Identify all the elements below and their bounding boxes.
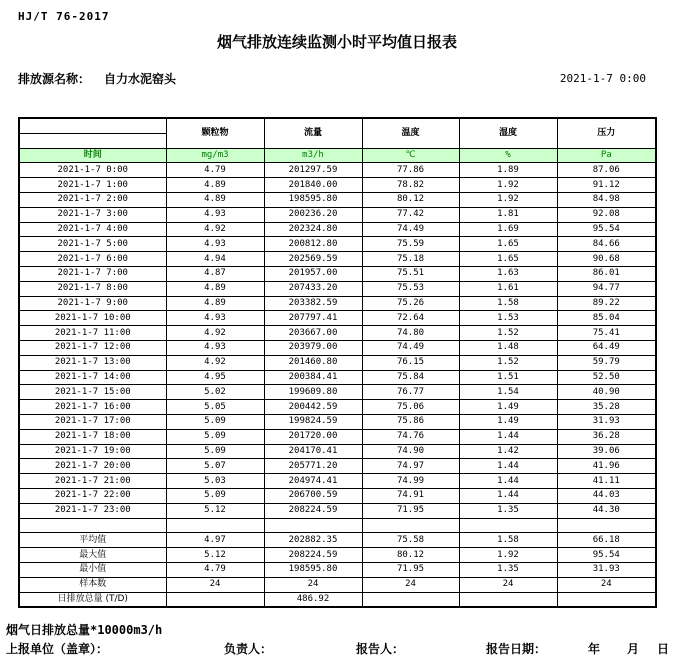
value-cell: 202569.59 [264,252,362,267]
time-cell: 2021-1-7 9:00 [19,296,166,311]
unit-humidity: % [459,148,557,163]
time-cell: 2021-1-7 12:00 [19,340,166,355]
value-cell [459,518,557,533]
emission-source-name: 自力水泥窑头 [104,72,177,86]
total-emission-note: 烟气日排放总量*10000m3/h [6,623,163,637]
value-cell: 1.48 [459,340,557,355]
value-cell: 200384.41 [264,370,362,385]
table-row [19,414,656,429]
value-cell: 1.65 [459,237,557,252]
month-label: 月 [627,642,640,656]
value-cell: 76.15 [362,355,459,370]
value-cell: 200236.20 [264,207,362,222]
value-cell: 85.04 [557,311,656,326]
value-cell: 207797.41 [264,311,362,326]
emission-source-line [18,70,176,87]
value-cell: 74.49 [362,222,459,237]
value-cell: 74.90 [362,444,459,459]
value-cell: 208224.59 [264,503,362,518]
unit-pressure: Pa [557,148,656,163]
value-cell: 200442.59 [264,400,362,415]
value-cell: 204170.41 [264,444,362,459]
time-cell: 2021-1-7 14:00 [19,370,166,385]
value-cell: 198595.80 [264,192,362,207]
report-datetime: 2021-1-7 0:00 [559,72,646,85]
value-cell: 207433.20 [264,281,362,296]
value-cell: 90.68 [557,252,656,267]
value-cell: 71.95 [362,562,459,577]
table-row [19,311,656,326]
value-cell: 92.08 [557,207,656,222]
time-cell: 2021-1-7 20:00 [19,459,166,474]
value-cell: 200812.80 [264,237,362,252]
value-cell [557,518,656,533]
summary-row [19,577,656,592]
column-header-pressure: 压力 [557,118,656,148]
value-cell: 31.93 [557,414,656,429]
unit-temperature: ℃ [362,148,459,163]
page-title: 烟气排放连续监测小时平均值日报表 [216,33,457,51]
column-header-particulate: 颗粒物 [166,118,264,148]
value-cell: 76.77 [362,385,459,400]
value-cell: 201957.00 [264,266,362,281]
value-cell: 75.51 [362,266,459,281]
value-cell: 1.89 [459,163,557,178]
value-cell: 5.12 [166,503,264,518]
table-row [19,355,656,370]
value-cell: 1.61 [459,281,557,296]
value-cell: 31.93 [557,562,656,577]
value-cell: 1.92 [459,548,557,563]
reporter-label: 报告人： [356,642,405,656]
table-row [19,474,656,489]
value-cell: 4.94 [166,252,264,267]
value-cell: 75.58 [362,533,459,548]
value-cell: 74.76 [362,429,459,444]
table-row [19,237,656,252]
value-cell: 75.41 [557,326,656,341]
value-cell: 24 [264,577,362,592]
standard-number: HJ/T 76-2017 [18,10,110,23]
value-cell: 75.06 [362,400,459,415]
value-cell: 4.89 [166,281,264,296]
unit-flow: m3/h [264,148,362,163]
table-row [19,222,656,237]
report-date-label: 报告日期： [486,642,547,656]
time-cell: 2021-1-7 7:00 [19,266,166,281]
value-cell: 59.79 [557,355,656,370]
value-cell: 206700.59 [264,488,362,503]
value-cell: 86.01 [557,266,656,281]
summary-label: 平均值 [19,533,166,548]
value-cell: 75.53 [362,281,459,296]
value-cell: 87.06 [557,163,656,178]
value-cell: 1.49 [459,414,557,429]
value-cell: 1.53 [459,311,557,326]
table-row [19,444,656,459]
value-cell [362,518,459,533]
reporting-unit-label: 上报单位（盖章）： [6,642,109,656]
value-cell: 4.79 [166,562,264,577]
value-cell: 4.92 [166,355,264,370]
value-cell: 4.89 [166,192,264,207]
value-cell: 24 [166,577,264,592]
value-cell: 5.03 [166,474,264,489]
value-cell: 75.26 [362,296,459,311]
value-cell: 84.66 [557,237,656,252]
value-cell: 204974.41 [264,474,362,489]
value-cell: 4.92 [166,222,264,237]
column-header-flow: 流量 [264,118,362,148]
time-cell: 2021-1-7 2:00 [19,192,166,207]
value-cell: 75.59 [362,237,459,252]
value-cell: 91.12 [557,178,656,193]
value-cell: 5.02 [166,385,264,400]
value-cell: 24 [459,577,557,592]
time-cell: 2021-1-7 22:00 [19,488,166,503]
table-row [19,429,656,444]
time-cell: 2021-1-7 21:00 [19,474,166,489]
time-cell: 2021-1-7 1:00 [19,178,166,193]
summary-label: 最大值 [19,548,166,563]
table-row [19,488,656,503]
hourly-average-table [18,117,657,608]
value-cell: 44.30 [557,503,656,518]
value-cell: 5.07 [166,459,264,474]
value-cell: 203979.00 [264,340,362,355]
value-cell: 74.49 [362,340,459,355]
value-cell: 5.09 [166,444,264,459]
value-cell: 35.28 [557,400,656,415]
value-cell: 72.64 [362,311,459,326]
value-cell: 84.98 [557,192,656,207]
value-cell: 77.86 [362,163,459,178]
value-cell: 201297.59 [264,163,362,178]
value-cell: 201720.00 [264,429,362,444]
responsible-person-label: 负责人： [224,642,273,656]
value-cell: 40.90 [557,385,656,400]
value-cell: 1.49 [459,400,557,415]
value-cell: 1.58 [459,296,557,311]
empty-cell [19,133,166,148]
value-cell: 4.92 [166,326,264,341]
value-cell: 199824.59 [264,414,362,429]
value-cell: 1.65 [459,252,557,267]
time-cell: 2021-1-7 6:00 [19,252,166,267]
time-cell: 2021-1-7 13:00 [19,355,166,370]
value-cell: 202882.35 [264,533,362,548]
value-cell: 52.50 [557,370,656,385]
value-cell: 1.42 [459,444,557,459]
value-cell: 203382.59 [264,296,362,311]
table-body [19,118,656,607]
column-header-temperature: 温度 [362,118,459,148]
value-cell: 5.09 [166,414,264,429]
summary-label: 日排放总量 (T/D) [19,592,166,607]
value-cell: 71.95 [362,503,459,518]
value-cell: 1.58 [459,533,557,548]
value-cell: 1.35 [459,562,557,577]
value-cell [557,592,656,607]
summary-label: 样本数 [19,577,166,592]
value-cell: 1.44 [459,474,557,489]
value-cell: 199609.80 [264,385,362,400]
time-cell: 2021-1-7 23:00 [19,503,166,518]
value-cell: 198595.80 [264,562,362,577]
value-cell: 44.03 [557,488,656,503]
value-cell [166,592,264,607]
table-row [19,340,656,355]
value-cell: 1.35 [459,503,557,518]
value-cell: 5.09 [166,488,264,503]
value-cell: 202324.80 [264,222,362,237]
table-row [19,266,656,281]
time-cell: 2021-1-7 10:00 [19,311,166,326]
value-cell: 89.22 [557,296,656,311]
summary-row [19,533,656,548]
value-cell: 1.69 [459,222,557,237]
value-cell: 24 [362,577,459,592]
value-cell: 205771.20 [264,459,362,474]
value-cell: 5.05 [166,400,264,415]
value-cell: 41.96 [557,459,656,474]
value-cell [362,592,459,607]
value-cell: 1.44 [459,459,557,474]
table-row [19,178,656,193]
table-row [19,163,656,178]
value-cell: 4.93 [166,340,264,355]
value-cell: 201460.80 [264,355,362,370]
value-cell: 4.93 [166,237,264,252]
emission-source-label: 排放源名称： [18,72,91,86]
time-column-header: 时间 [19,148,166,163]
value-cell: 4.79 [166,163,264,178]
time-cell: 2021-1-7 8:00 [19,281,166,296]
summary-row [19,592,656,607]
value-cell: 4.87 [166,266,264,281]
value-cell: 64.49 [557,340,656,355]
table-row [19,459,656,474]
value-cell: 1.92 [459,192,557,207]
table-row [19,400,656,415]
value-cell: 1.92 [459,178,557,193]
time-cell: 2021-1-7 11:00 [19,326,166,341]
value-cell: 74.80 [362,326,459,341]
time-cell: 2021-1-7 0:00 [19,163,166,178]
value-cell: 75.84 [362,370,459,385]
units-row [19,148,656,163]
value-cell: 95.54 [557,222,656,237]
value-cell: 1.81 [459,207,557,222]
table-row [19,281,656,296]
time-cell: 2021-1-7 18:00 [19,429,166,444]
time-cell: 2021-1-7 3:00 [19,207,166,222]
empty-cell [19,118,166,133]
value-cell: 201840.00 [264,178,362,193]
day-label: 日 [657,642,670,656]
value-cell: 77.42 [362,207,459,222]
value-cell: 78.82 [362,178,459,193]
empty-cell [19,518,166,533]
value-cell: 94.77 [557,281,656,296]
value-cell: 1.52 [459,326,557,341]
value-cell: 4.89 [166,296,264,311]
value-cell: 75.86 [362,414,459,429]
year-label: 年 [588,642,601,656]
time-cell: 2021-1-7 16:00 [19,400,166,415]
table-row [19,207,656,222]
table-row [19,252,656,267]
value-cell [166,518,264,533]
value-cell: 74.91 [362,488,459,503]
value-cell: 1.44 [459,488,557,503]
value-cell: 1.44 [459,429,557,444]
value-cell: 41.11 [557,474,656,489]
summary-row [19,562,656,577]
value-cell: 75.18 [362,252,459,267]
table-row [19,326,656,341]
value-cell: 95.54 [557,548,656,563]
time-cell: 2021-1-7 5:00 [19,237,166,252]
time-cell: 2021-1-7 4:00 [19,222,166,237]
value-cell: 208224.59 [264,548,362,563]
value-cell: 5.12 [166,548,264,563]
value-cell: 1.54 [459,385,557,400]
value-cell: 1.51 [459,370,557,385]
value-cell: 4.93 [166,207,264,222]
value-cell: 203667.00 [264,326,362,341]
summary-label: 最小值 [19,562,166,577]
value-cell: 4.89 [166,178,264,193]
value-cell: 1.63 [459,266,557,281]
value-cell: 4.95 [166,370,264,385]
value-cell: 80.12 [362,192,459,207]
value-cell: 36.28 [557,429,656,444]
table-row [19,296,656,311]
table-row [19,192,656,207]
value-cell: 24 [557,577,656,592]
value-cell: 39.06 [557,444,656,459]
value-cell: 66.18 [557,533,656,548]
table-row [19,370,656,385]
table-row [19,503,656,518]
header-row-1 [19,118,656,133]
table-row [19,385,656,400]
value-cell: 1.52 [459,355,557,370]
value-cell: 4.97 [166,533,264,548]
time-cell: 2021-1-7 15:00 [19,385,166,400]
time-cell: 2021-1-7 19:00 [19,444,166,459]
column-header-humidity: 湿度 [459,118,557,148]
value-cell: 5.09 [166,429,264,444]
spacer-row [19,518,656,533]
value-cell: 486.92 [264,592,362,607]
value-cell: 4.93 [166,311,264,326]
summary-row [19,548,656,563]
unit-particulate: mg/m3 [166,148,264,163]
value-cell: 74.99 [362,474,459,489]
value-cell [264,518,362,533]
time-cell: 2021-1-7 17:00 [19,414,166,429]
value-cell: 74.97 [362,459,459,474]
value-cell [459,592,557,607]
value-cell: 80.12 [362,548,459,563]
